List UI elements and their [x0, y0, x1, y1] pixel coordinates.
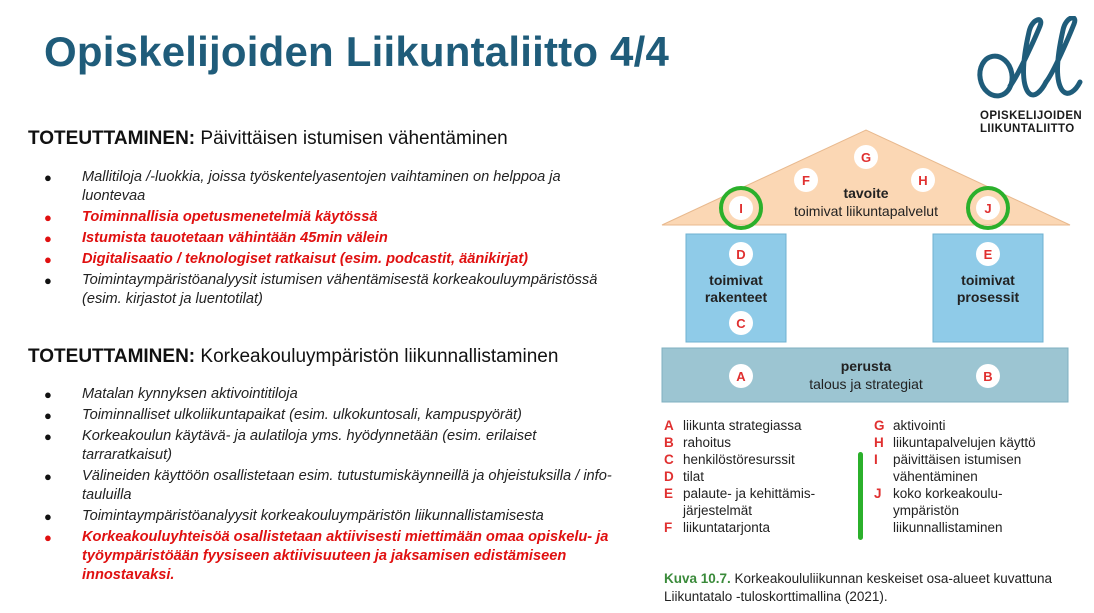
section1-list [44, 168, 624, 311]
legend-row-b [664, 434, 864, 451]
legend-letter: E [664, 486, 674, 501]
legend-letter: B [664, 435, 674, 450]
legend-letter: G [874, 418, 885, 433]
roof-title: tavoite [843, 185, 889, 201]
legend-text-line: liikunnallistaminen [893, 520, 1003, 535]
legend-text [893, 451, 1021, 485]
legend-row-c [664, 451, 864, 468]
legend-text: rahoitus [683, 435, 732, 450]
section1-heading [28, 128, 508, 150]
house-figure [660, 128, 1072, 408]
legend-row-i [874, 451, 1084, 485]
legend-text-line: koko korkeakoulu- [893, 486, 1003, 501]
letter-d: D [736, 247, 746, 262]
page-title: Opiskelijoiden Liikuntaliitto 4/4 [44, 28, 670, 75]
legend-text: tilat [683, 469, 705, 484]
legend-row-f [664, 519, 864, 536]
base-title: perusta [840, 358, 892, 374]
pillar-right-line1: toimivat [961, 272, 1015, 288]
letter-h: H [918, 173, 928, 188]
letter-i: I [739, 201, 743, 216]
legend-letter: D [664, 469, 674, 484]
logo-text-line2: LIIKUNTALIITTO [980, 123, 1075, 135]
legend-right [874, 417, 1084, 536]
list-item: ● Toimintaympäristöanalyysit korkeakouluympäristön liikunnallistamisesta [44, 507, 624, 526]
oll-logo-icon [974, 16, 1086, 108]
letter-a: A [736, 369, 746, 384]
list-item: ● Istumista tauotetaan vähintään 45min välein [44, 229, 624, 248]
pillar-right-line2: prosessit [956, 289, 1020, 305]
base-shape [662, 348, 1068, 402]
logo-text-line1: OPISKELIJOIDEN [980, 110, 1083, 122]
legend-letter: J [874, 486, 882, 501]
legend-left [664, 417, 864, 536]
caption-label: Kuva 10.7. [664, 571, 731, 586]
section2-heading-bold: TOTEUTTAMINEN: [28, 346, 196, 367]
section2-list [44, 385, 624, 587]
section1-heading-bold: TOTEUTTAMINEN: [28, 128, 196, 149]
legend-text [683, 485, 815, 519]
legend-row-a [664, 417, 864, 434]
legend-text: liikuntapalvelujen käyttö [893, 435, 1036, 450]
list-item: ● Mallitiloja /-luokkia, joissa työskentelyasentojen vaihtaminen on helppoa ja luontevaa [44, 168, 624, 206]
list-item: ● Toiminnallisia opetusmenetelmiä käytössä [44, 208, 624, 227]
figure-caption [664, 570, 1084, 606]
list-item: ● Digitalisaatio / teknologiset ratkaisut (esim. podcastit, äänikirjat) [44, 250, 624, 269]
letter-f: F [802, 173, 810, 188]
letter-c: C [736, 316, 746, 331]
legend-letter: C [664, 452, 674, 467]
legend-text-line: ympäristön [893, 503, 960, 518]
section1-heading-rest: Päivittäisen istumisen vähentäminen [195, 128, 508, 149]
section2-heading [28, 346, 558, 368]
legend-row-e [664, 485, 864, 519]
legend-text [893, 485, 1003, 536]
legend-row-j [874, 485, 1084, 536]
letter-b: B [983, 369, 993, 384]
legend-row-h [874, 434, 1084, 451]
legend-text: henkilöstöresurssit [683, 452, 795, 467]
list-item: ● Toiminnalliset ulkoliikuntapaikat (esim. ulkokuntosali, kampuspyörät) [44, 406, 624, 425]
legend-text-line: päivittäisen istumisen [893, 452, 1022, 467]
legend-text: liikuntatarjonta [683, 520, 771, 535]
section2-heading-rest: Korkeakouluympäristön liikunnallistaminen [195, 346, 559, 367]
legend-row-g [874, 417, 1084, 434]
legend-letter: H [874, 435, 884, 450]
list-item: ● Välineiden käyttöön osallistetaan esim. tutustumiskäynneillä ja ohjeistuksilla / info-tauluilla [44, 467, 624, 505]
highlight-bar [858, 452, 863, 540]
caption-text: Korkeakoululiikunnan keskeiset osa-alueet kuvattuna Liikuntatalo -tuloskorttimallina (2021). [664, 571, 1052, 604]
base-subtitle: talous ja strategiat [809, 376, 923, 392]
list-item: ● Matalan kynnyksen aktivointitiloja [44, 385, 624, 404]
letter-g: G [860, 150, 872, 165]
list-item: ● Korkeakouluyhteisöä osallistetaan aktiivisesti miettimään omaa opiskelu- ja työympäristöään fyysiseen aktiivisuuteen ja jaksamisen edistämiseen innostavaksi. [44, 528, 624, 585]
legend-letter: A [664, 418, 674, 433]
legend-text-line: palaute- ja kehittämis- [683, 486, 816, 501]
legend-text-line: järjestelmät [683, 503, 753, 518]
logo [974, 16, 1086, 135]
legend-letter: I [874, 452, 878, 467]
legend-text: liikunta strategiassa [683, 418, 802, 433]
letter-e: E [983, 247, 993, 262]
list-item: ● Toimintaympäristöanalyysit istumisen vähentämisestä korkeakouluympäristössä (esim. kirjastot ja luentotilat) [44, 271, 624, 309]
pillar-left-line1: toimivat [709, 272, 763, 288]
legend-text-line: vähentäminen [893, 469, 978, 484]
legend-letter: F [664, 520, 673, 535]
roof-subtitle: toimivat liikuntapalvelut [794, 203, 938, 219]
letter-j: J [984, 201, 992, 216]
legend-text: aktivointi [893, 418, 946, 433]
pillar-left-line2: rakenteet [704, 289, 768, 305]
legend-row-d [664, 468, 864, 485]
list-item: ● Korkeakoulun käytävä- ja aulatiloja yms. hyödynnetään (esim. erilaiset tarraratkaisut) [44, 427, 624, 465]
